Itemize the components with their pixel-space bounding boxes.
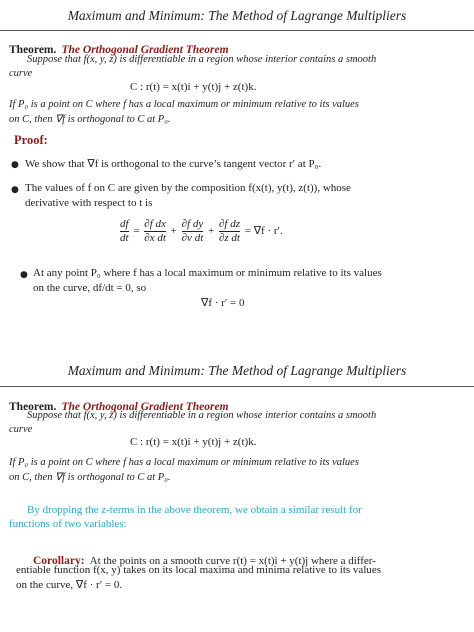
theorem-name: The Orthogonal Gradient Theorem [61,44,229,56]
transition-text-line1: By dropping the z-terms in the above theorem, we obtain a similar result for [27,504,362,516]
slide-title: Maximum and Minimum: The Method of Lagrange Multipliers [67,8,407,23]
theorem-if-line2: on C, then ∇f is orthogonal to C at P₀. [9,114,171,125]
proof-bullet-1: We show that ∇f is orthogonal to the curve’s tangent vector r′ at P₀. [25,158,322,170]
title-rule [0,30,474,31]
corollary-label: Corollary: [33,555,85,567]
theorem-if-line1: If P₀ is a point on C where f has a local maximum or minimum relative to its values [9,457,359,468]
derivative-rhs: = ∇f · r′. [244,225,283,238]
corollary-text-line1: At the points on a smooth curve r(t) = x(t)i + y(t)j where a differ- [89,555,376,567]
theorem-suppose-line1: Suppose that f(x, y, z) is differentiable in a region whose interior contains a smooth [27,410,377,421]
corollary-text-line3: on the curve, ∇f · r′ = 0. [16,579,123,591]
theorem-suppose-line1: Suppose that f(x, y, z) is differentiable in a region whose interior contains a smooth [27,54,377,65]
plus-sign: + [170,225,177,238]
proof-bullet-3-line1: At any point P₀ where f has a local maximum or minimum relative to its values [33,267,382,279]
curve-equation: C : r(t) = x(t)i + y(t)j + z(t)k. [130,81,257,93]
bullet-icon: ● [20,270,28,280]
final-equation: ∇f · r′ = 0 [201,297,245,309]
proof-label: Proof: [14,133,48,147]
theorem-suppose-line2: curve [9,424,33,435]
plus-sign: + [208,225,215,238]
corollary-text-line2: entiable function f(x, y) takes on its local maxima and minima relative to its values [16,564,382,576]
derivative-equation [118,218,283,245]
fraction-df-dt: $\frac{df}{dt}$ [120,218,129,244]
slide-2 [0,355,474,632]
fraction-term-y: $\frac{\text{∂f dy}}{\text{∂v dt}}$ [181,218,204,244]
transition-text-line2: functions of two variables: [9,518,127,530]
theorem-name: The Orthogonal Gradient Theorem [61,401,229,413]
title-rule [0,386,474,387]
theorem-label: Theorem. [9,44,57,56]
proof-bullet-3-line2: on the curve, df/dt = 0, so [33,282,147,294]
theorem-if-line2: on C, then ∇f is orthogonal to C at P₀. [9,472,171,483]
theorem-label: Theorem. [9,401,57,413]
curve-equation: C : r(t) = x(t)i + y(t)j + z(t)k. [130,436,257,448]
fraction-term-x: $\frac{\text{∂f dx}}{\text{∂x dt}}$ [144,218,166,244]
equals-sign: = [133,225,140,238]
proof-bullet-2-line1: The values of f on C are given by the composition f(x(t), y(t), z(t)), whose [25,182,351,194]
bullet-icon: ● [11,185,19,195]
proof-bullet-2-line2: derivative with respect to t is [25,197,153,209]
theorem-suppose-line2: curve [9,68,33,79]
theorem-if-line1: If P₀ is a point on C where f has a local maximum or minimum relative to its values [9,99,359,110]
fraction-term-z: $\frac{\text{∂f dz}}{\text{∂z dt}}$ [218,218,240,244]
bullet-icon: ● [11,160,19,170]
slide-title: Maximum and Minimum: The Method of Lagrange Multipliers [67,363,407,378]
